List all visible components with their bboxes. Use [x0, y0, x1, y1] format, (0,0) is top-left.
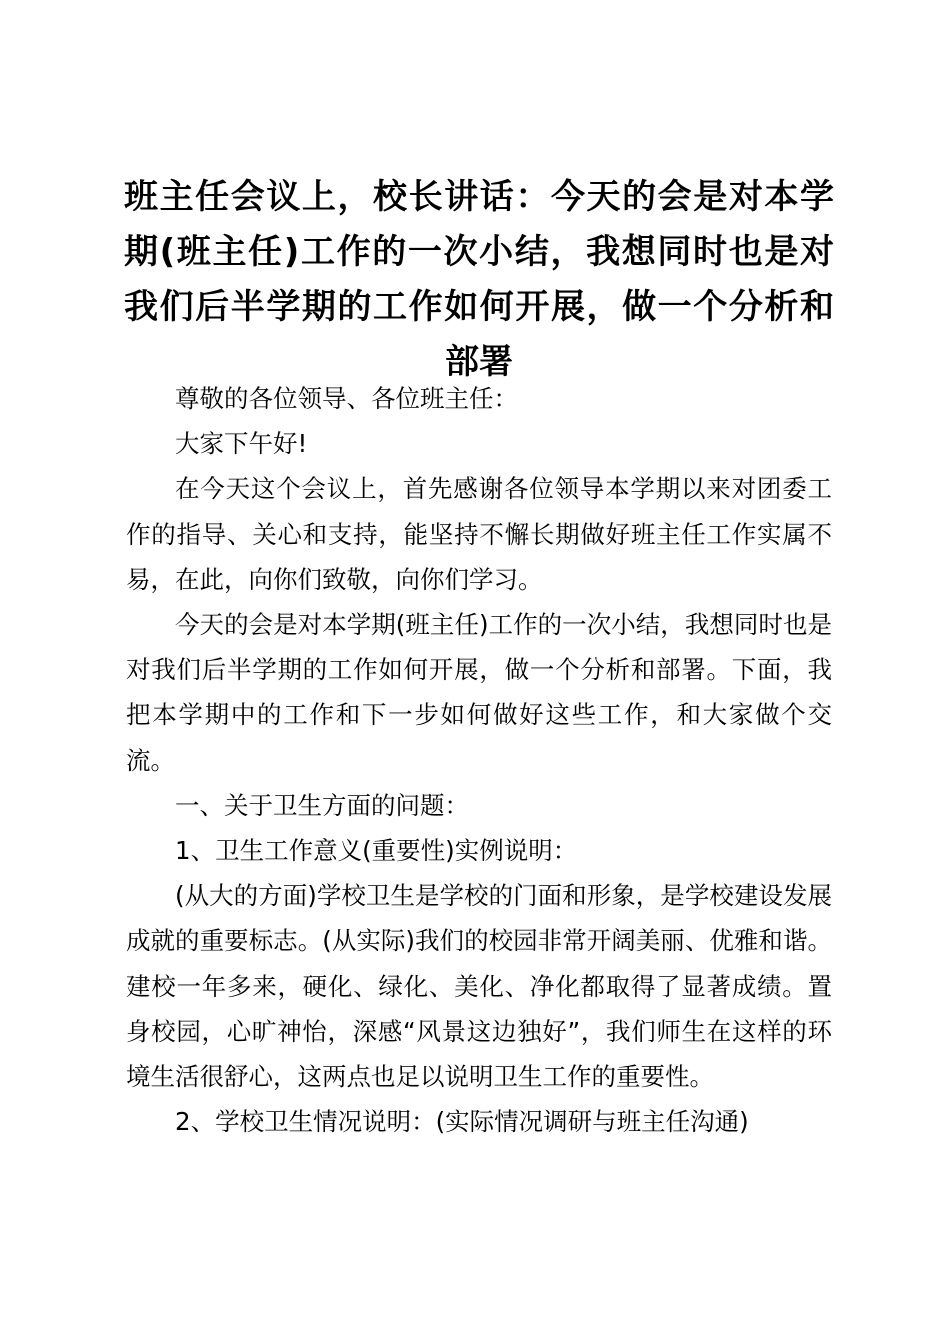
section-heading-hygiene: 一、关于卫生方面的问题：	[175, 790, 469, 820]
paragraph-hygiene-significance: (从大的方面)学校卫生是学校的门面和形象，是学校建设发展成就的重要标志。(从实际)我们的校园非常开阔美丽、优雅和谐。建校一年多来，硬化、绿化、美化、净化都取得了显著成绩。置身校园，心旷神怡，深感“风景这边独好”，我们师生在这样的环境生活很舒心，这两点也足以说明卫生工作的重要性。	[126, 881, 832, 1092]
paragraph-thanks: 在今天这个会议上，首先感谢各位领导本学期以来对团委工作的指导、关心和支持，能坚持不懈长期做好班主任工作实属不易，在此，向你们致敬，向你们学习。	[126, 474, 832, 594]
greeting: 大家下午好!	[175, 429, 308, 459]
document-body	[126, 376, 832, 1144]
document-title: 班主任会议上，校长讲话：今天的会是对本学期(班主任)工作的一次小结，我想同时也是对我们后半学期的工作如何开展，做一个分析和部署	[124, 177, 834, 382]
subheading-hygiene-status: 2、学校卫生情况说明：(实际情况调研与班主任沟通)	[175, 1107, 749, 1137]
salutation: 尊敬的各位领导、各位班主任：	[175, 384, 518, 413]
subheading-hygiene-significance: 1、卫生工作意义(重要性)实例说明：	[175, 836, 578, 866]
paragraph-intro: 今天的会是对本学期(班主任)工作的一次小结，我想同时也是对我们后半学期的工作如何开展，做一个分析和部署。下面，我把本学期中的工作和下一步如何做好这些工作，和大家做个交流。	[126, 610, 832, 775]
